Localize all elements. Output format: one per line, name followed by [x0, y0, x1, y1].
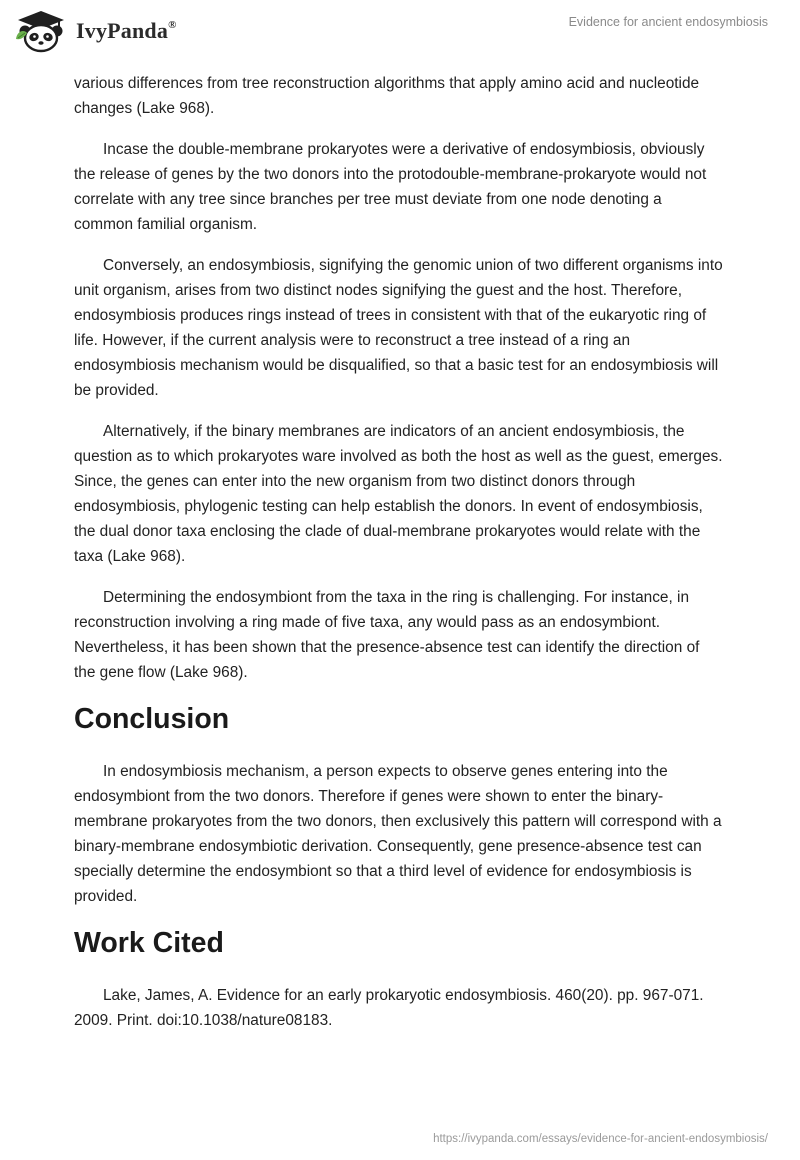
ivypanda-logo[interactable]	[14, 9, 177, 53]
body-paragraph: Incase the double-membrane prokaryotes were a derivative of endosymbiosis, obviously the release of genes by the two donors into the protodouble-membrane-prokaryote would not correlate with any tree since branches per tree must deviate from one node denoting a common familial organism.	[74, 141, 707, 233]
page-header	[0, 0, 800, 68]
conclusion-paragraph: In endosymbiosis mechanism, a person expects to observe genes entering into the endosymbiont from the two donors. Therefore if genes were shown to enter the binary-membrane prokaryotes from the two donors, then exclusively this pattern will correspond with a binary-membrane endosymbiotic derivation. Consequently, gene presence-absence test can specially determine the endosymbiont so that a third level of evidence for endosymbiosis is provided.	[74, 763, 722, 905]
conclusion-heading: Conclusion	[74, 703, 230, 735]
document-title: Evidence for ancient endosymbiosis	[568, 15, 768, 29]
work-cited-heading: Work Cited	[74, 927, 224, 959]
brand-name: IvyPanda®	[76, 18, 177, 43]
body-paragraph: Conversely, an endosymbiosis, signifying the genomic union of two different organisms into unit organism, arises from two distinct nodes signifying the guest and the host. Therefore, endosymbiosis produces rings instead of trees in consistent with that of the eukaryotic ring of life. However, if the current analysis were to reconstruct a tree instead of a ring an endosymbiosis mechanism would be disqualified, so that a basic test for an endosymbiosis will be provided.	[74, 257, 723, 399]
body-paragraph: Alternatively, if the binary membranes are indicators of an ancient endosymbiosis, the question as to which prokaryotes ware involved as both the host as well as the guest, emerges. Since, the genes can enter into the new organism from two distinct donors through endosymbiosis, phylogenic testing can help establish the donors. In event of endosymbiosis, the dual donor taxa enclosing the clade of dual-membrane prokaryotes would relate with the taxa (Lake 968).	[74, 423, 723, 565]
source-url[interactable]: https://ivypanda.com/essays/evidence-for-ancient-endosymbiosis/	[433, 1133, 768, 1145]
panda-graduate-icon	[14, 9, 68, 53]
body-paragraph: Determining the endosymbiont from the taxa in the ring is challenging. For instance, in reconstruction involving a ring made of five taxa, any would pass as an endosymbiont. Nevertheless, it has been shown that the presence-absence test can identify the direction of the gene flow (Lake 968).	[74, 589, 700, 681]
essay-content	[74, 71, 724, 1049]
citation-entry: Lake, James, A. Evidence for an early prokaryotic endosymbiosis. 460(20). pp. 967-071. 2009. Print. doi:10.1038/nature08183.	[74, 987, 704, 1029]
body-paragraph: various differences from tree reconstruction algorithms that apply amino acid and nucleotide changes (Lake 968).	[74, 75, 700, 117]
